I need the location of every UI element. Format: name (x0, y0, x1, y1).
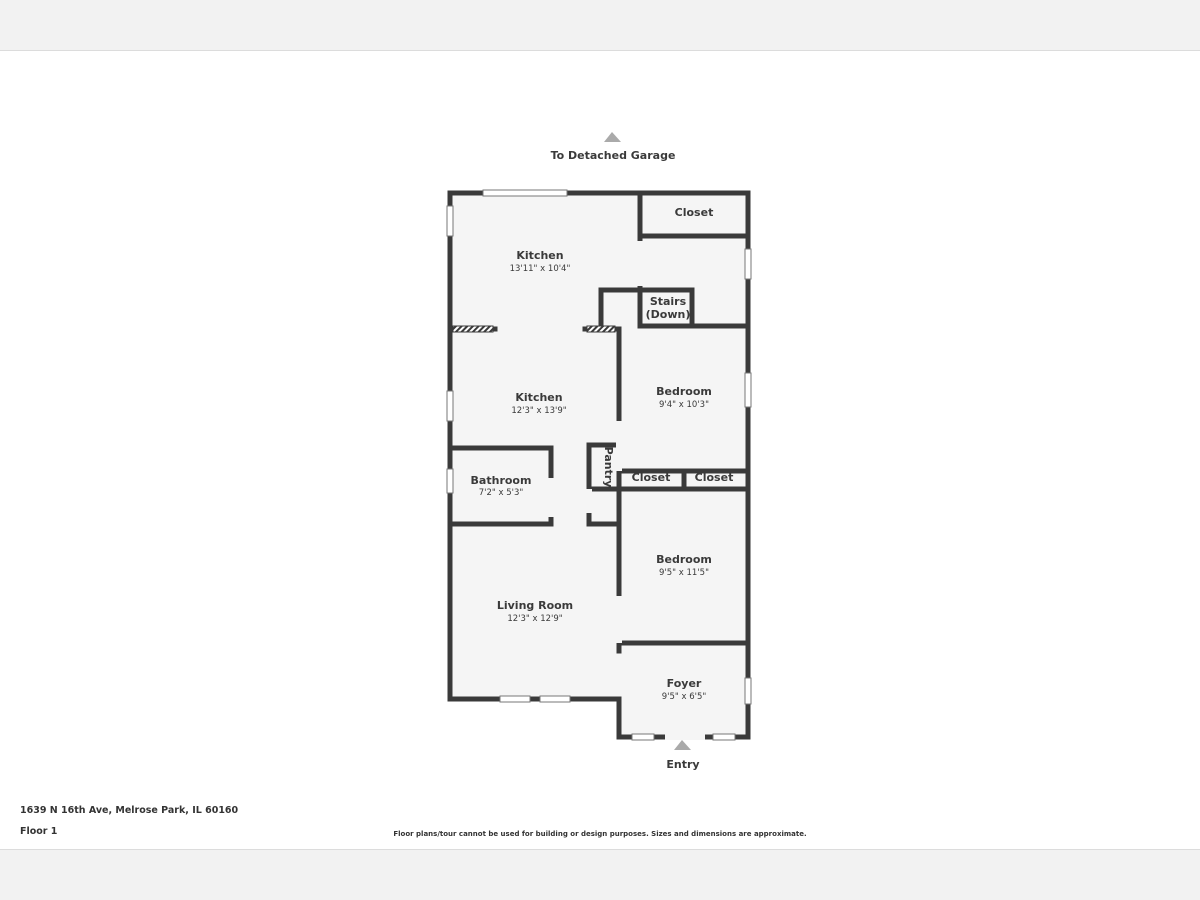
room-name-bathroom: Bathroom (470, 474, 532, 487)
floor-area (450, 193, 748, 737)
room-dims-kitchen-top: 13'11" x 10'4" (509, 264, 571, 274)
room-name-closet-top: Closet (674, 206, 714, 219)
garage-arrow-icon (604, 132, 621, 142)
entry-arrow-icon (674, 740, 691, 750)
room-name-foyer: Foyer (666, 677, 702, 690)
room-dims-foyer: 9'5" x 6'5" (661, 692, 707, 702)
floorplan-page (0, 50, 1200, 850)
room-name-closet-right: Closet (694, 471, 734, 484)
entry-label: Entry (666, 758, 700, 771)
room-name-stairs-sub: (Down) (645, 308, 691, 321)
room-dims-kitchen-mid: 12'3" x 13'9" (511, 406, 567, 416)
disclaimer-text: Floor plans/tour cannot be used for building or design purposes. Sizes and dimensions are approximate. (393, 830, 807, 838)
room-name-pantry: Pantry (602, 446, 615, 488)
room-name-closet-left: Closet (631, 471, 671, 484)
room-name-kitchen-top: Kitchen (516, 249, 564, 262)
room-dims-living-room: 12'3" x 12'9" (507, 614, 563, 624)
room-name-living-room: Living Room (496, 599, 574, 612)
floorplan-diagram (0, 51, 1200, 851)
floor-label: Floor 1 (20, 826, 58, 837)
room-name-bedroom-bottom: Bedroom (656, 553, 712, 566)
room-name-kitchen-mid: Kitchen (515, 391, 563, 404)
room-dims-bedroom-bottom: 9'5" x 11'5" (659, 568, 709, 578)
property-address: 1639 N 16th Ave, Melrose Park, IL 60160 (20, 805, 239, 816)
room-name-stairs: Stairs (649, 295, 687, 308)
room-dims-bedroom-top: 9'4" x 10'3" (659, 400, 709, 410)
room-name-bedroom-top: Bedroom (656, 385, 712, 398)
garage-label: To Detached Garage (550, 149, 676, 162)
room-dims-bathroom: 7'2" x 5'3" (478, 488, 524, 498)
